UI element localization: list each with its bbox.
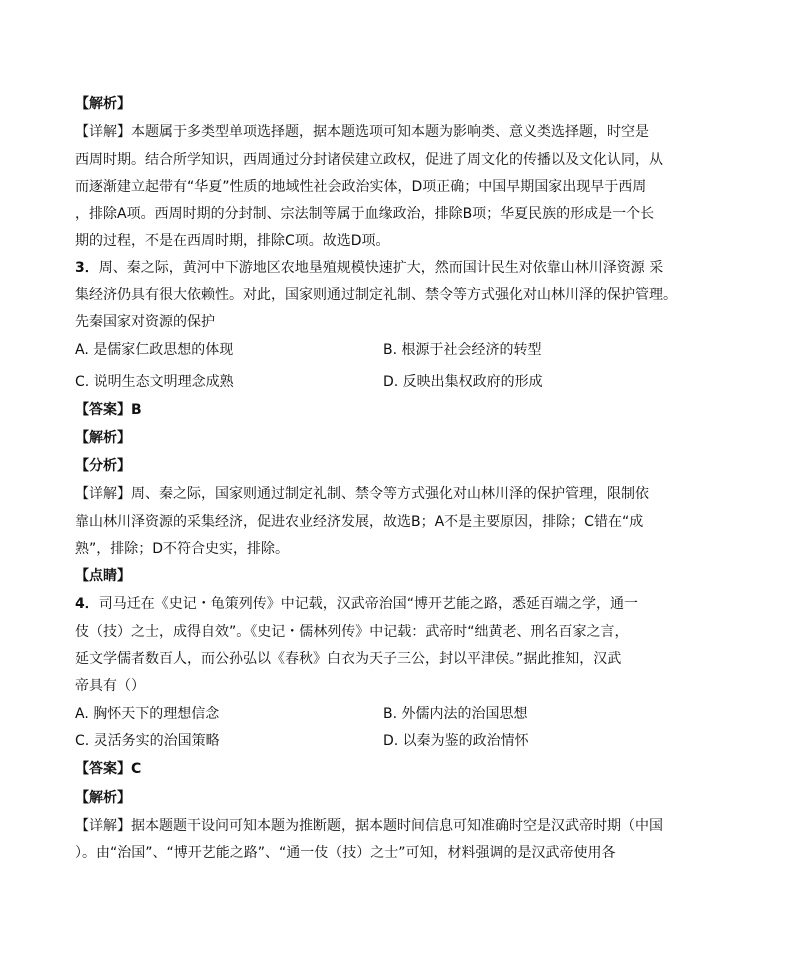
- question-3-answer: 【答案】B: [75, 402, 142, 418]
- question-3-option-a: A. 是儒家仁政思想的体现: [75, 342, 234, 358]
- question-4-option-c: C. 灵活务实的治国策略: [75, 733, 220, 749]
- question-4-detail-line: ）。由“治国”、“博开艺能之路”、“通一伎（技）之士”可知，材料强调的是汉武帝使用各: [75, 845, 616, 861]
- detail-line: ，排除A项。西周时期的分封制、宗法制等属于血缘政治，排除B项；华夏民族的形成是一个长: [75, 206, 655, 222]
- question-3-detail-line: 熟”，排除；D不符合史实，排除。: [75, 541, 290, 557]
- detail-line: 期的过程，不是在西周时期，排除C项。故选D项。: [75, 233, 390, 249]
- question-4-answer: 【答案】C: [75, 761, 142, 777]
- question-4-stem-line: 延文学儒者数百人，而公孙弘以《春秋》白衣为天子三公，封以平津侯。”据此推知，汉武: [75, 651, 622, 667]
- question-4-stem-line: 帝具有（）: [75, 678, 145, 694]
- question-3-stem-line: [75, 258, 663, 278]
- question-3-stem-line: 先秦国家对资源的保护: [75, 314, 215, 330]
- detail-line: 西周时期。结合所学知识，西周通过分封诸侯建立政权，促进了周文化的传播以及文化认同，从: [75, 152, 663, 168]
- question-4-stem-text: 司马迁在《史记・龟策列传》中记载，汉武帝治国“博开艺能之路，悉延百端之学，通一: [98, 596, 639, 612]
- question-4-option-a: A. 胸怀天下的理想信念: [75, 706, 220, 722]
- question-3-dianjing-heading: 【点睛】: [75, 568, 131, 584]
- question-4-stem-line: 伎（技）之士，成得自效”。《史记・儒林列传》中记载：武帝时“绌黄老、刑名百家之言，: [75, 624, 629, 640]
- question-3-detail-line: 靠山林川泽资源的采集经济，促进农业经济发展，故选B；A不是主要原因，排除；C错在“成: [75, 514, 644, 530]
- question-4-stem-line: [75, 594, 638, 614]
- question-3-stem-line: 集经济仍具有很大依赖性。对此，国家则通过制定礼制、禁令等方式强化对山林川泽的保护管理。: [75, 287, 677, 303]
- question-3-option-d: D. 反映出集权政府的形成: [383, 374, 543, 390]
- detail-line: 【详解】本题属于多类型单项选择题，据本题选项可知本题为影响类、意义类选择题，时空是: [75, 124, 649, 140]
- question-3-stem-text: 周、秦之际，黄河中下游地区农地垦殖规模快速扩大，然而国计民生对依靠山林川泽资源 采: [98, 260, 664, 276]
- question-3-number: 3．: [75, 260, 99, 276]
- question-4-option-b: B. 外儒内法的治国思想: [383, 706, 528, 722]
- question-3-option-c: C. 说明生态文明理念成熟: [75, 374, 234, 390]
- question-4-detail-line: 【详解】据本题题干设问可知本题为推断题，据本题时间信息可知准确时空是汉武帝时期（中国: [75, 818, 663, 834]
- question-3-analysis-heading: 【解析】: [75, 430, 131, 446]
- question-3-option-b: B. 根源于社会经济的转型: [383, 342, 542, 358]
- analysis-heading: 【解析】: [75, 96, 131, 112]
- detail-line: 而逐渐建立起带有“华夏”性质的地域性社会政治实体，D项正确；中国早期国家出现早于西周: [75, 179, 647, 195]
- question-3-fenxi-heading: 【分析】: [75, 458, 131, 474]
- question-3-detail-line: 【详解】周、秦之际，国家则通过制定礼制、禁令等方式强化对山林川泽的保护管理，限制依: [75, 486, 649, 502]
- question-4-number: 4．: [75, 596, 99, 612]
- question-4-option-d: D. 以秦为鉴的政治情怀: [383, 733, 529, 749]
- question-4-analysis-heading: 【解析】: [75, 790, 131, 806]
